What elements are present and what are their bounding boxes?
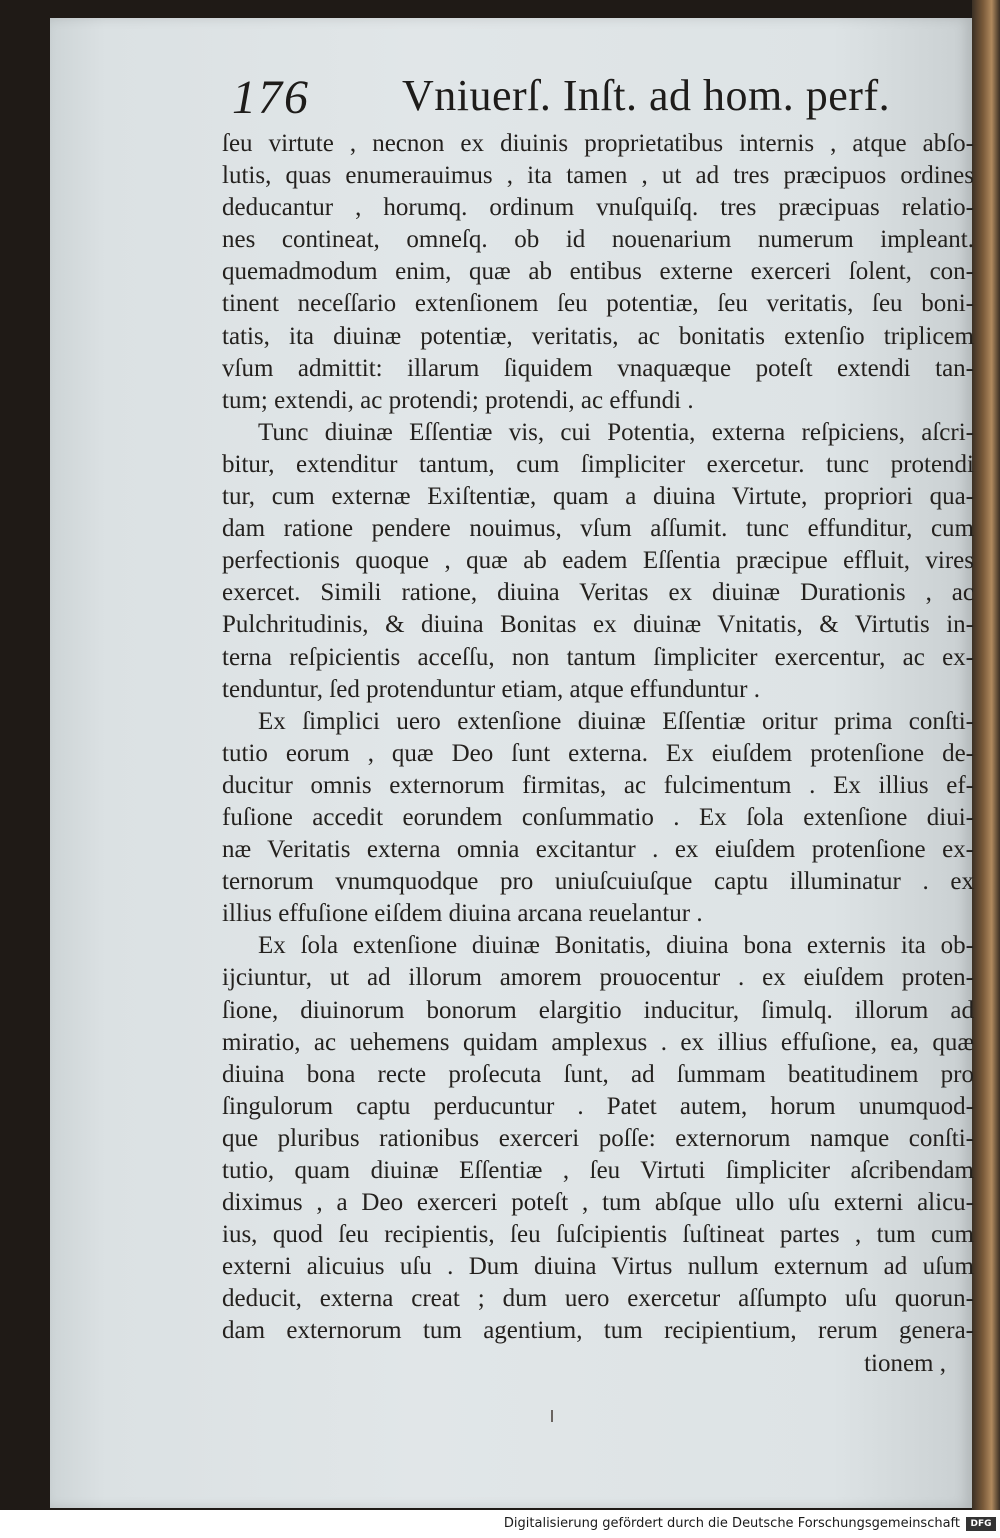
text-line: bitur, extenditur tantum, cum ſimpliciter exercetur. tunc protendi [222,450,974,478]
text-line: fuſione accedit eorundem conſummatio . Ex ſola extenſione diui- [222,803,974,831]
dfg-logo-icon: DFG [966,1517,996,1531]
text-line: dam externorum tum agentium, tum recipientium, rerum genera- [222,1317,974,1345]
text-line: illius effuſione eiſdem diuina arcana reuelantur . [222,900,703,928]
text-line: deducit, externa creat ; dum uero exercetur aſſumpto uſu quorun- [222,1285,974,1313]
text-line: exercet. Simili ratione, diuina Veritas ex diuinæ Durationis , ac [222,579,974,607]
text-line: miratio, ac uehemens quidam amplexus . ex illius effuſione, ea, quæ [222,1028,974,1056]
text-line: ſione, diuinorum bonorum elargitio inducitur, ſimulq. illorum ad [222,996,974,1024]
text-line: tur, cum externæ Exiſtentiæ, quam a diuina Virtute, propriori qua- [222,483,974,511]
text-line: perfectionis quoque , quæ ab eadem Eſſentia præcipue effluit, vires [222,547,974,575]
text-line: dam ratione pendere nouimus, vſum aſſumit. tunc effunditur, cum [222,515,974,543]
text-line: tatis, ita diuinæ potentiæ, veritatis, ac bonitatis extenſio triplicem [222,322,974,350]
text-line: ſeu virtute , necnon ex diuinis proprietatibus internis , atque abſo- [222,130,974,157]
text-line: næ Veritatis externa omnia excitantur . ex eiuſdem protenſione ex- [222,836,974,864]
text-line: Pulchritudinis, & diuina Bonitas ex diuinæ Vnitatis, & Virtutis in- [222,611,974,639]
text-line: ducitur omnis externorum firmitas, ac fulcimentum . Ex illius ef- [222,771,974,799]
body-text [222,128,974,1380]
text-line: tenduntur, ſed protenduntur etiam, atque effunduntur . [222,675,760,703]
page-edge [972,0,1000,1510]
text-line: tutio, quam diuinæ Eſſentiæ , ſeu Virtuti ſimpliciter aſcribendam [222,1157,974,1184]
text-line: ſingulorum captu perducuntur . Patet autem, horum unumquod- [222,1092,974,1120]
text-line: quemadmodum enim, quæ ab entibus externe exerceri ſolent, con- [222,258,974,286]
text-line: tinent neceſſario extenſionem ſeu potentiæ, ſeu veritatis, ſeu boni- [222,290,974,318]
text-line: Ex ſola extenſione diuinæ Bonitatis, diuina bona externis ita ob- [258,932,974,960]
text-line: diuina bona recte proſecuta ſunt, ad ſummam beatitudinem pro [222,1060,974,1088]
page-mark [551,1410,553,1422]
text-line: Ex ſimplici uero extenſione diuinæ Eſſentiæ oritur prima conſti- [258,707,974,735]
text-line: ternorum vnumquodque pro uniuſcuiuſque captu illuminatur . ex [222,868,974,896]
text-line: tutio eorum , quæ Deo ſunt externa. Ex eiuſdem protenſione de- [222,739,974,767]
text-line: terna reſpicientis acceſſu, non tantum ſimpliciter exercentur, ac ex- [222,643,974,671]
funding-credit: Digitalisierung gefördert durch die Deutsche Forschungsgemeinschaft [503,1516,960,1531]
text-line: ijciuntur, ut ad illorum amorem prouocentur . ex eiuſdem proten- [222,964,974,992]
page-number: 176 [232,71,310,124]
text-line: vſum admittit: illarum ſiquidem vnaquæque poteſt extendi tan- [222,354,974,382]
text-line: que pluribus rationibus exerceri poſſe: externorum namque conſti- [222,1124,974,1152]
text-line: tum; extendi, ac protendi; protendi, ac effundi . [222,386,694,414]
text-line: deducantur , horumq. ordinum vnuſquiſq. tres præcipuas relatio- [222,194,974,222]
footer-bar [0,1510,1000,1538]
catchword: tionem , [864,1349,946,1377]
text-line: externi alicuius uſu . Dum diuina Virtus nullum externum ad uſum [222,1253,974,1281]
text-line: lutis, quas enumerauimus , ita tamen , ut ad tres præcipuos ordines [222,162,974,190]
text-line: Tunc diuinæ Eſſentiæ vis, cui Potentia, externa reſpiciens, aſcri- [258,418,974,446]
text-line: nes contineat, omneſq. ob id nouenarium numerum impleant. [222,226,974,254]
running-head: Vniuerſ. Inſt. ad hom. perf. [402,71,891,120]
page-header [232,70,891,130]
text-line: ius, quod ſeu recipientis, ſeu ſuſcipientis ſuſtineat partes , tum cum [222,1221,974,1249]
text-line: diximus , a Deo exerceri poteſt , tum abſque ullo uſu externi alicu- [222,1189,974,1217]
